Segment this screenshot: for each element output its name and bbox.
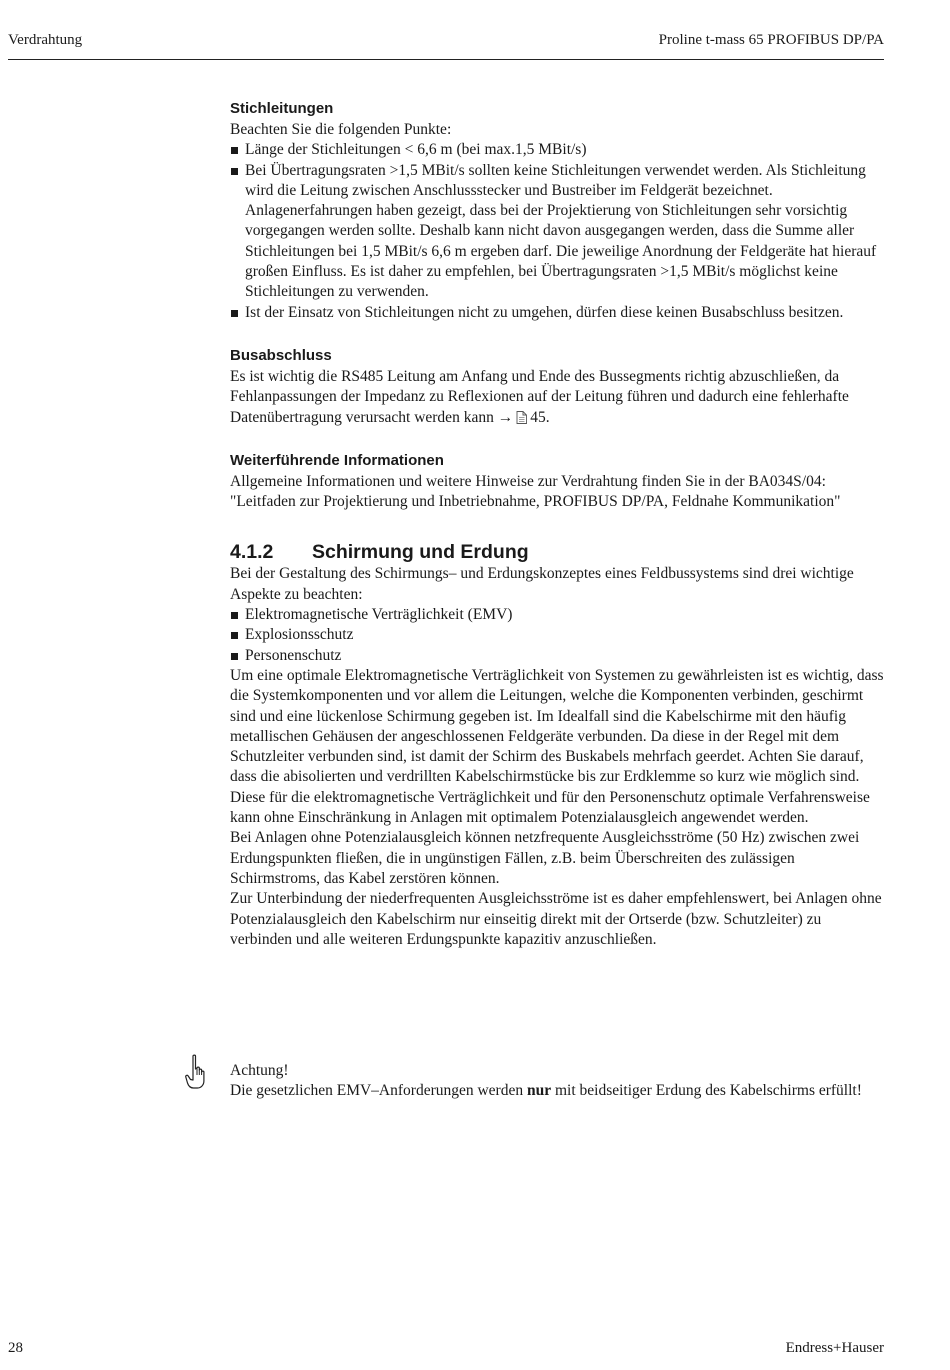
list-item: Personenschutz xyxy=(230,646,886,666)
footer-brand: Endress+Hauser xyxy=(785,1340,884,1356)
heading-stichleitungen: Stichleitungen xyxy=(230,100,334,117)
list-item: Bei Übertragungsraten >1,5 MBit/s sollten keine Stichleitungen verwendet werden. Als Stichleitung wird die Leitung zwischen Anschlussstecker und Bustreiber im Feldgerät bezeichnet. Anlagenerfahrungen haben gezeigt, dass bei der Projektierung von Stichleitungen sehr vorsichtig vorgegangen werden sollte. Deshalb kann nicht davon ausgegangen werden, dass die Summe aller Stichleitungen bei 1,5 MBit/s 6,6 m ergeben darf. Die jeweilige Anordnung der Feldgeräte hat hierauf großen Einfluss. Es ist daher zu empfehlen, bei Übertragungsraten >1,5 MBit/s möglichst keine Stichleitungen zu verwenden. xyxy=(230,161,886,303)
list-item: Länge der Stichleitungen < 6,6 m (bei max.1,5 MBit/s) xyxy=(230,140,886,160)
page-reference-icon xyxy=(516,411,527,424)
paragraph: Zur Unterbindung der niederfrequenten Ausgleichsströme ist es daher empfehlenswert, bei Anlagen ohne Potenzialausgleich den Kabelschirm nur einseitig direkt mit der Ortserde (bzw. Schutzleiter) zu verbinden und alle weiteren Erdungspunkte kapazitiv anzuschließen. xyxy=(230,890,882,948)
paragraph: Um eine optimale Elektromagnetische Verträglichkeit von Systemen zu gewährleisten ist es wichtig, dass die Systemkomponenten und vor allem die Leitungen, welche die Komponenten verbinden, geschirmt sind und eine lückenlose Schirmung gegeben ist. Im Idealfall sind die Kabelschirme mit den häufig metallischen Gehäusen der angeschlossenen Feldgeräte verbunden. Da diese in der Regel mit dem Schutzleiter verbunden sind, ist damit der Schirm des Buskabels mehrfach geerdet. Achten Sie darauf, dass die abisolierten und verdrillten Kabelschirmstücke bis zur Erdklemme so kurz wie möglich sind. xyxy=(230,666,884,786)
aspects-list xyxy=(230,605,886,666)
arrow-icon: → xyxy=(497,408,514,426)
main-content xyxy=(230,98,886,950)
heading-weiterfuehrende-informationen: Weiterführende Informationen xyxy=(230,451,444,469)
stichleitungen-intro: Beachten Sie die folgenden Punkte: xyxy=(230,121,452,138)
note-title: Achtung! xyxy=(230,1062,289,1079)
section-title: Schirmung und Erdung xyxy=(312,541,529,564)
busabschluss-body: Es ist wichtig die RS485 Leitung am Anfang und Ende des Bussegments richtig abzuschließen, da Fehlanpassungen der Impedanz zu Reflexionen auf der Leitung führen und dadurch eine fehlerhafte Datenübertragung verursacht werden kann xyxy=(230,367,849,426)
header-section-title: Verdrahtung xyxy=(8,32,83,48)
heading-busabschluss: Busabschluss xyxy=(230,346,332,364)
list-item: Elektromagnetische Verträglichkeit (EMV) xyxy=(230,605,886,625)
header-product-title: Proline t-mass 65 PROFIBUS DP/PA xyxy=(658,32,884,48)
note-text xyxy=(230,1081,886,1101)
stichleitungen-list xyxy=(230,140,886,323)
busabschluss-text xyxy=(230,367,886,428)
note-emphasis: nur xyxy=(526,1082,552,1100)
weiterfuehrende-text: Allgemeine Informationen und weitere Hinweise zur Verdrahtung finden Sie in der BA034S/04: "Leitfaden zur Projektierung und Inbetriebnahme, PROFIBUS DP/PA, Feldnahe Kommunikation" xyxy=(230,472,841,511)
section-intro: Bei der Gestaltung des Schirmungs– und Erdungskonzeptes eines Feldbussystems sind drei wichtige Aspekte zu beachten: xyxy=(230,565,854,603)
list-item: Explosionsschutz xyxy=(230,625,886,645)
note-text-end: mit beidseitiger Erdung des Kabelschirms erfüllt! xyxy=(554,1082,862,1100)
section-heading xyxy=(230,540,886,564)
section-number: 4.1.2 xyxy=(230,541,274,564)
page-reference-link[interactable]: 45. xyxy=(530,408,550,426)
warning-note xyxy=(230,1061,886,1102)
paragraph: Bei Anlagen ohne Potenzialausgleich können netzfrequente Ausgleichsströme (50 Hz) zwischen zwei Erdungspunkten fließen, die in ungünstigen Fällen, z.B. beim Überschreiten des zulässigen Schirmstroms, das Kabel zerstören können. xyxy=(230,829,860,887)
pointing-hand-icon xyxy=(184,1054,208,1090)
note-text-start: Die gesetzlichen EMV–Anforderungen werden xyxy=(230,1082,524,1100)
page-number: 28 xyxy=(8,1340,23,1356)
header-divider xyxy=(8,59,884,60)
paragraph: Diese für die elektromagnetische Verträglichkeit und für den Personenschutz optimale Verfahrensweise kann ohne Einschränkung in Anlagen mit optimalem Potenzialausgleich angewendet werden. xyxy=(230,788,870,827)
list-item: Ist der Einsatz von Stichleitungen nicht zu umgehen, dürfen diese keinen Busabschluss besitzen. xyxy=(230,303,886,323)
